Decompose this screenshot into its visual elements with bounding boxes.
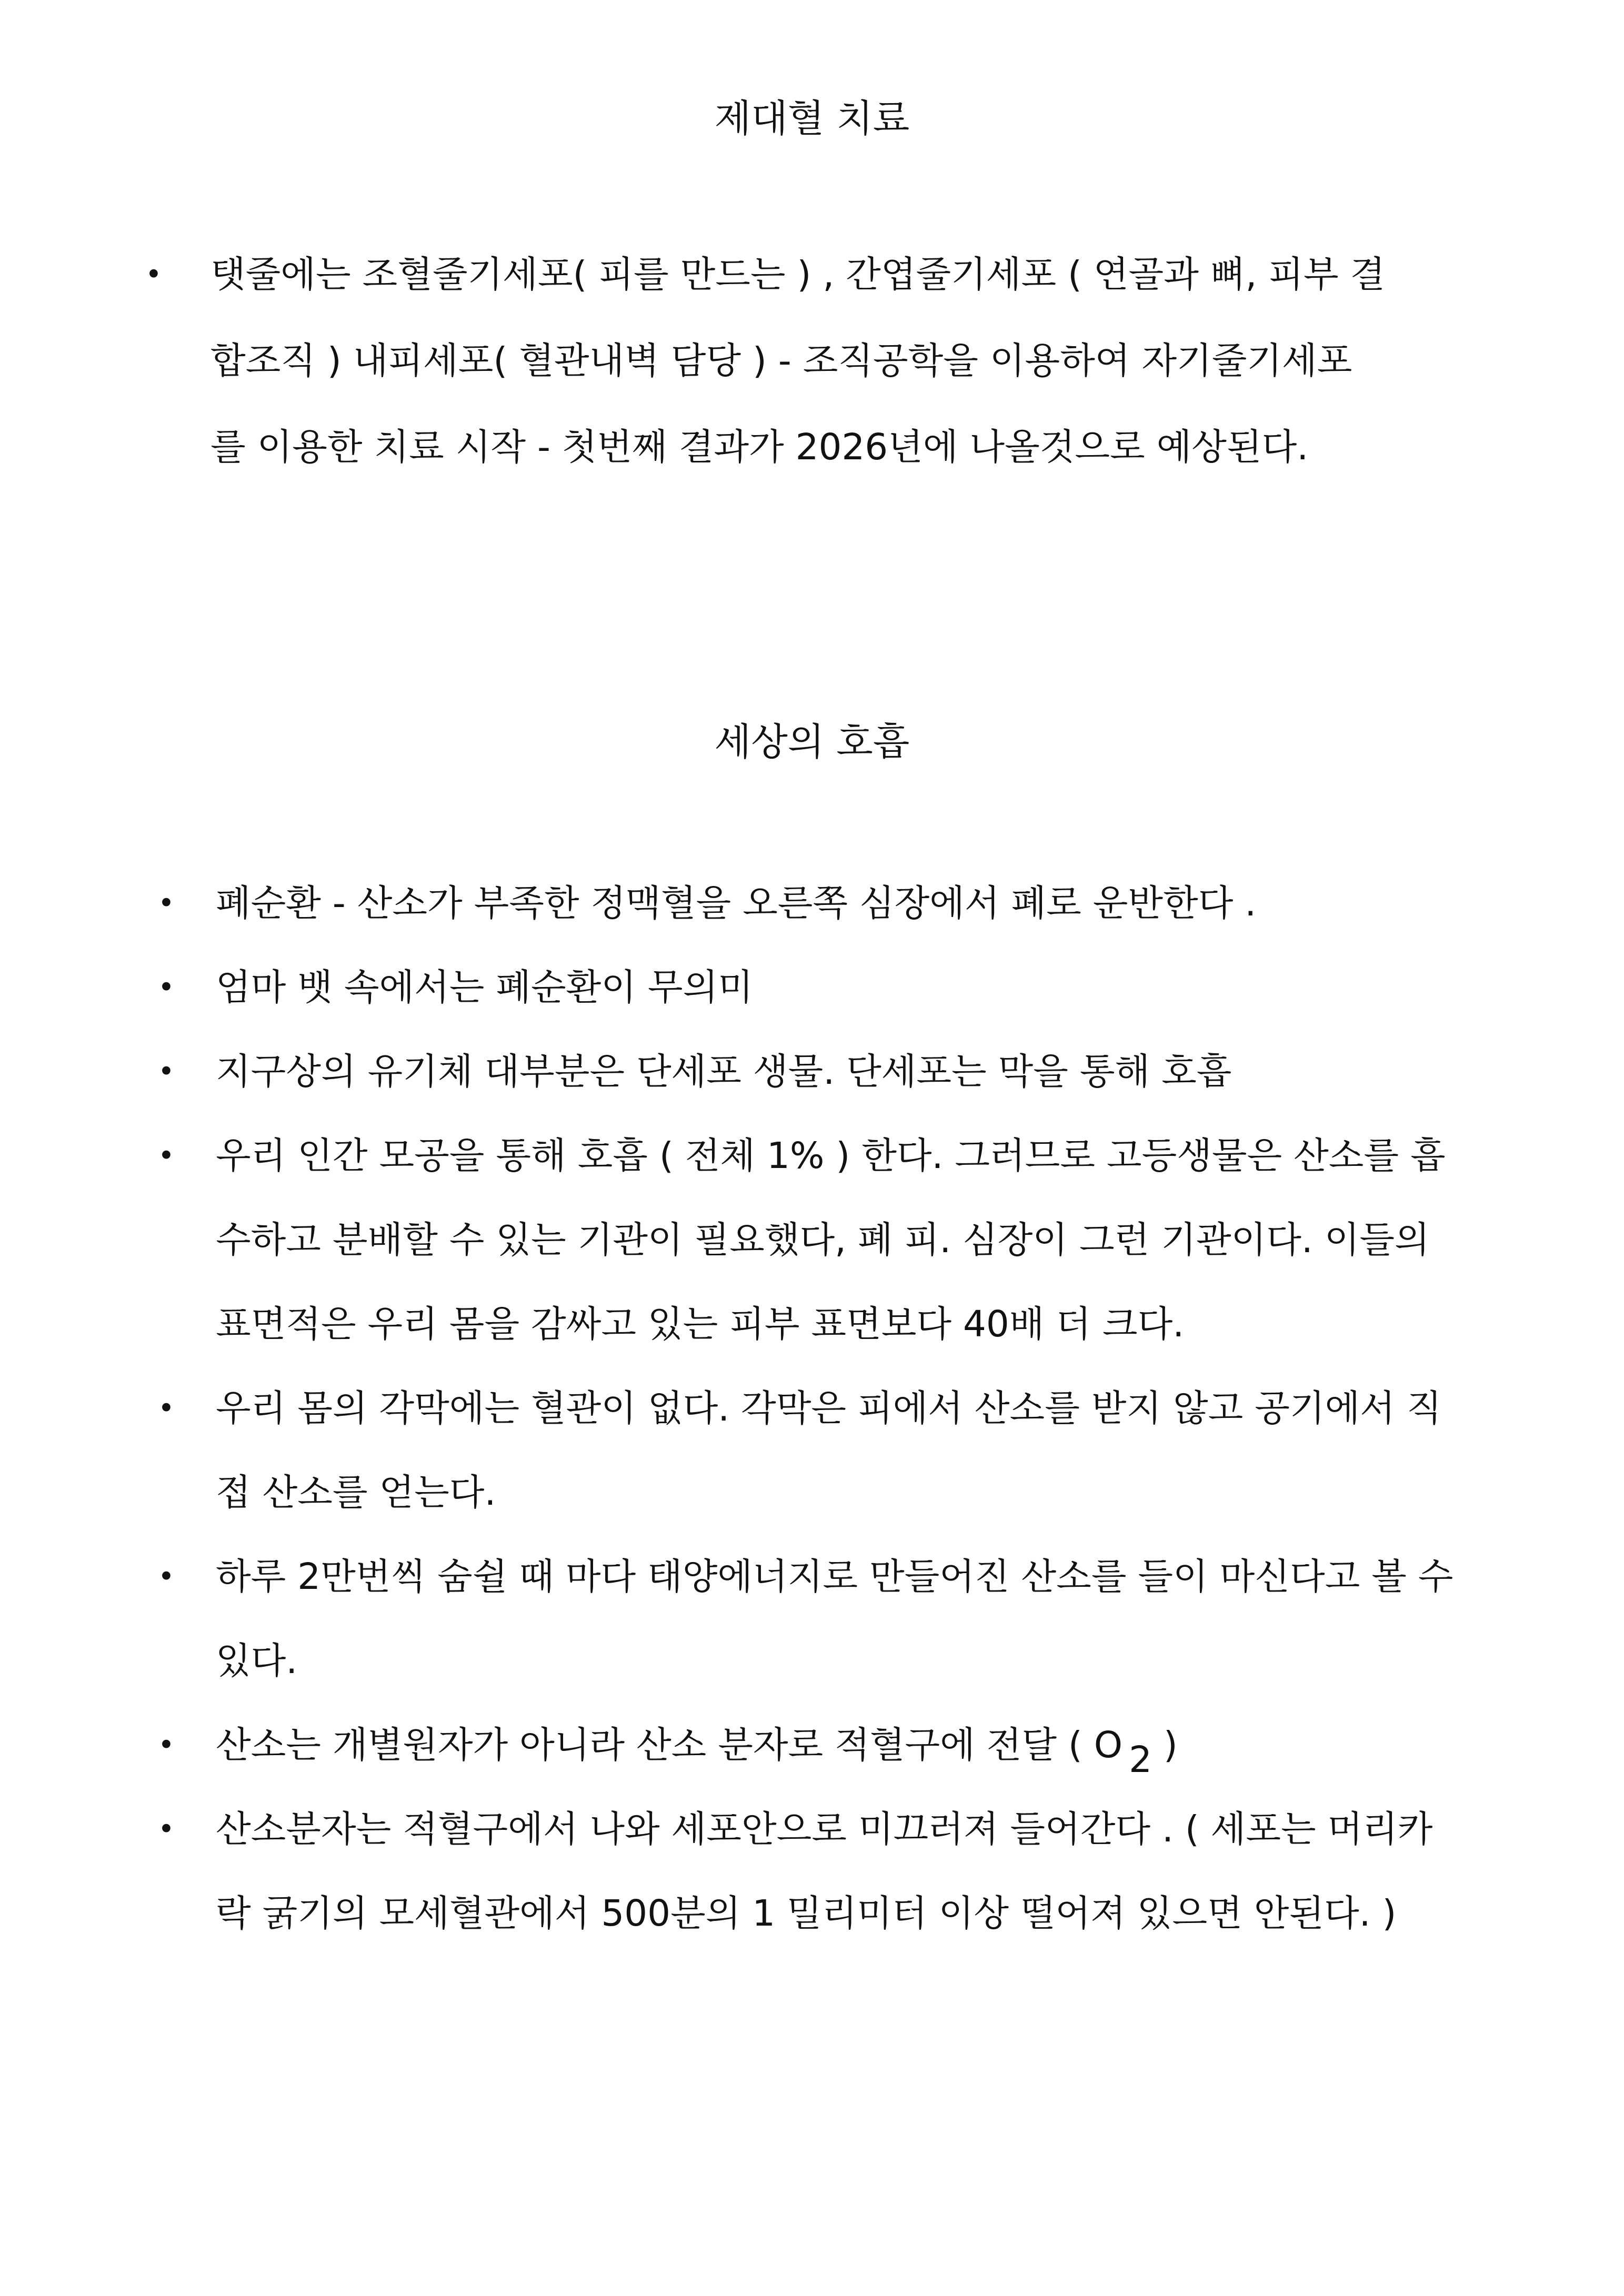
section-title-breathing: 세상의 호흡: [714, 720, 910, 764]
bullet-marker: •: [158, 1812, 175, 1846]
bullet-marker: •: [158, 1139, 175, 1172]
bullet-marker: •: [158, 1055, 175, 1088]
list-item-line: 지구상의 유기체 대부분은 단세포 생물. 단세포는 막을 통해 호흡: [216, 1051, 1232, 1093]
list-item-line: 합조직 ) 내피세포( 혈관내벽 담당 ) - 조직공학을 이용하여 자기줄기세포: [210, 340, 1352, 382]
list-item-line: 산소분자는 적혈구에서 나와 세포안으로 미끄러져 들어간다 . ( 세포는 머리카: [216, 1808, 1433, 1850]
list-item-line: 있다.: [216, 1640, 298, 1682]
section-title-cord-blood: 제대혈 치료: [714, 96, 910, 140]
list-item-line: 탯줄에는 조혈줄기세포( 피를 만드는 ) , 간엽줄기세포 ( 연골과 뼈, 피부 결: [210, 254, 1386, 296]
list-item-line: 폐순환 - 산소가 부족한 정맥혈을 오른쪽 심장에서 폐로 운반한다 .: [216, 882, 1257, 924]
formula-subscript: 2: [1129, 1739, 1152, 1781]
bullet-marker: •: [158, 887, 175, 920]
bullet-marker: •: [158, 1392, 175, 1425]
formula-close: ): [1152, 1724, 1178, 1766]
bullet-marker: •: [145, 258, 162, 291]
list-item-line: 수하고 분배할 수 있는 기관이 필요했다, 폐 피. 심장이 그런 기관이다. 이들의: [216, 1219, 1430, 1261]
bullet-marker: •: [158, 1728, 175, 1761]
bullet-marker: •: [158, 1560, 175, 1593]
list-item-line-with-formula: [216, 1702, 1178, 1788]
list-item-line: 락 굵기의 모세혈관에서 500분의 1 밀리미터 이상 떨어져 있으면 안된다. ): [216, 1892, 1397, 1935]
list-item-line: 를 이용한 치료 시작 - 첫번째 결과가 2026년에 나올것으로 예상된다.: [210, 426, 1309, 468]
list-item-line: 엄마 뱃 속에서는 폐순환이 무의미: [216, 966, 753, 1009]
list-item-line: 접 산소를 얻는다.: [216, 1472, 496, 1514]
list-item-line: 우리 인간 모공을 통해 호흡 ( 전체 1% ) 한다. 그러므로 고등생물은 산소를 흡: [216, 1135, 1446, 1177]
list-item-line: 우리 몸의 각막에는 혈관이 없다. 각막은 피에서 산소를 받지 않고 공기에서 직: [216, 1387, 1442, 1429]
list-item-line: 하루 2만번씩 숨쉴 때 마다 태양에너지로 만들어진 산소를 들이 마신다고 볼 수: [216, 1556, 1453, 1598]
bullet-marker: •: [158, 971, 175, 1004]
formula-text: 산소는 개별원자가 아니라 산소 분자로 적혈구에 전달 ( O: [216, 1724, 1123, 1766]
list-item-line: 표면적은 우리 몸을 감싸고 있는 피부 표면보다 40배 더 크다.: [216, 1303, 1185, 1345]
